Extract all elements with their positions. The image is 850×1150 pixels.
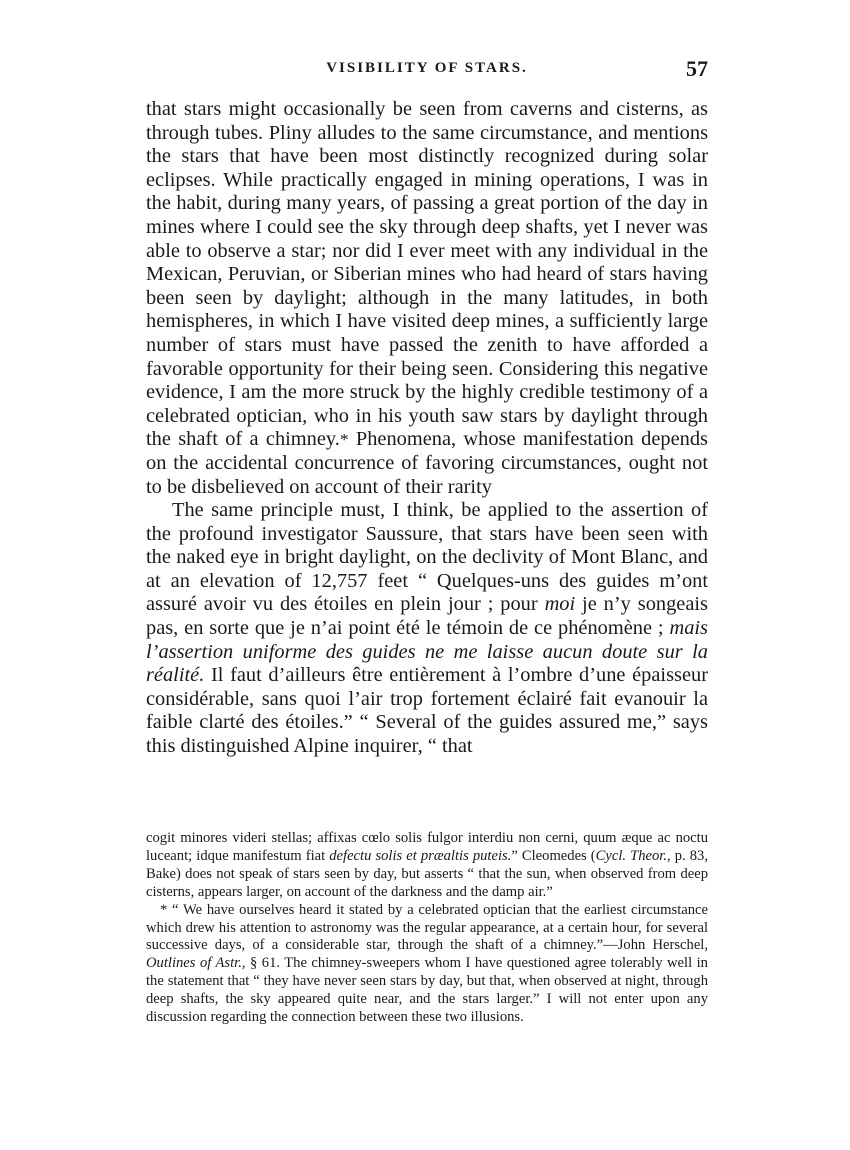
main-text [146,98,708,759]
footnote-1-text-end: , p. 83, Bake) does not speak of stars seen by day, but asserts “ that the sun, when observed from deep cisterns, appears larger, on account of the darkness and the damp air.” [146,847,708,900]
page-number: 57 [686,56,708,81]
footnote-continued [146,830,708,902]
page-header [146,56,708,90]
paragraph-2-text-end: Il faut d’ailleurs être entièrement à l’ombre d’une épaisseur considérable, sans quoi l’air trop fortement éclairé fait evanouir la faible clarté des étoiles.” “ Several of the guides assured me,” says this distinguished Alpine inquirer, “ that [146,664,708,758]
footnotes [146,830,708,1027]
footnote-1-citation: Cycl. Theor. [595,847,668,864]
footnote-marker: * [339,430,349,450]
footnote-2-citation: Outlines of Astr. [146,955,242,972]
paragraph-1-text-cont: Phenomena, whose manifestation depends on the accidental concurrence of favoring circumstances, ought not to be disbelieved on account of their rarity [146,428,708,498]
footnote-2-text-cont: , § 61. The chimney-sweepers whom I have questioned agree tolerably well in the statement that “ they have never seen stars by day, but that, when observed at night, through deep shafts, the sky appeared quite near, and the stars larger.” I will not enter upon any discussion regarding the connection between these two illusions. [146,955,708,1026]
footnote-1-text-cont: ” Cleomedes ( [511,847,596,864]
footnote-star [146,902,708,1027]
paragraph-2-text-cont: je n’y songeais pas, en sorte que je n’ai point été le témoin de ce phénomène ; [146,593,708,640]
footnote-1-italic: defectu solis et præaltis puteis. [329,847,512,864]
footnote-2-marker: * [160,901,168,918]
paragraph-2 [146,499,708,759]
paragraph-2-text: The same principle must, I think, be applied to the assertion of the profound investigator Saussure, that stars have been seen with the naked eye in bright daylight, on the declivity of Mont Blanc, and at an elevation of 12,757 feet “ Quelques-uns des guides m’ont assuré avoir vu des étoiles en plein jour ; pour [146,499,708,616]
italic-text: moi [544,593,576,616]
paragraph-1-text: that stars might occasionally be seen from caverns and cisterns, as through tubes. Pliny alludes to the same circumstance, and mentions the stars that have been most distinctly recognized during solar eclipses. While practically engaged in mining operations, I was in the habit, during many years, of passing a great portion of the day in mines where I could see the sky through deep shafts, yet I never was able to observe a star; nor did I ever meet with any individual in the Mexican, Peruvian, or Siberian mines who had heard of stars having been seen by daylight; although in the many latitudes, in both hemispheres, in which I have visited deep mines, a sufficiently large number of stars must have passed the zenith to have afforded a favorable opportunity for their being seen. Considering this negative evidence, I am the more struck by the highly credible testimony of a celebrated optician, who in his youth saw stars by daylight through the shaft of a chimney. [146,98,708,451]
paragraph-1 [146,98,708,499]
footnote-1-text: cogit minores videri stellas; affixas cœlo solis fulgor interdiu non cerni, quum æque ac noctu luceant; idque manifestum fiat [146,830,708,864]
italic-quote: mais l’assertion uniforme des guides ne me laisse aucun doute sur la réalité. [146,617,708,687]
running-title: VISIBILITY OF STARS. [326,60,528,76]
footnote-2-text: “ We have ourselves heard it stated by a celebrated optician that the earliest circumstance which drew his attention to astronomy was the regular appearance, at a certain hour, for several successive days, of a considerable star, through the shaft of a chimney.”—John Herschel, [146,901,708,954]
